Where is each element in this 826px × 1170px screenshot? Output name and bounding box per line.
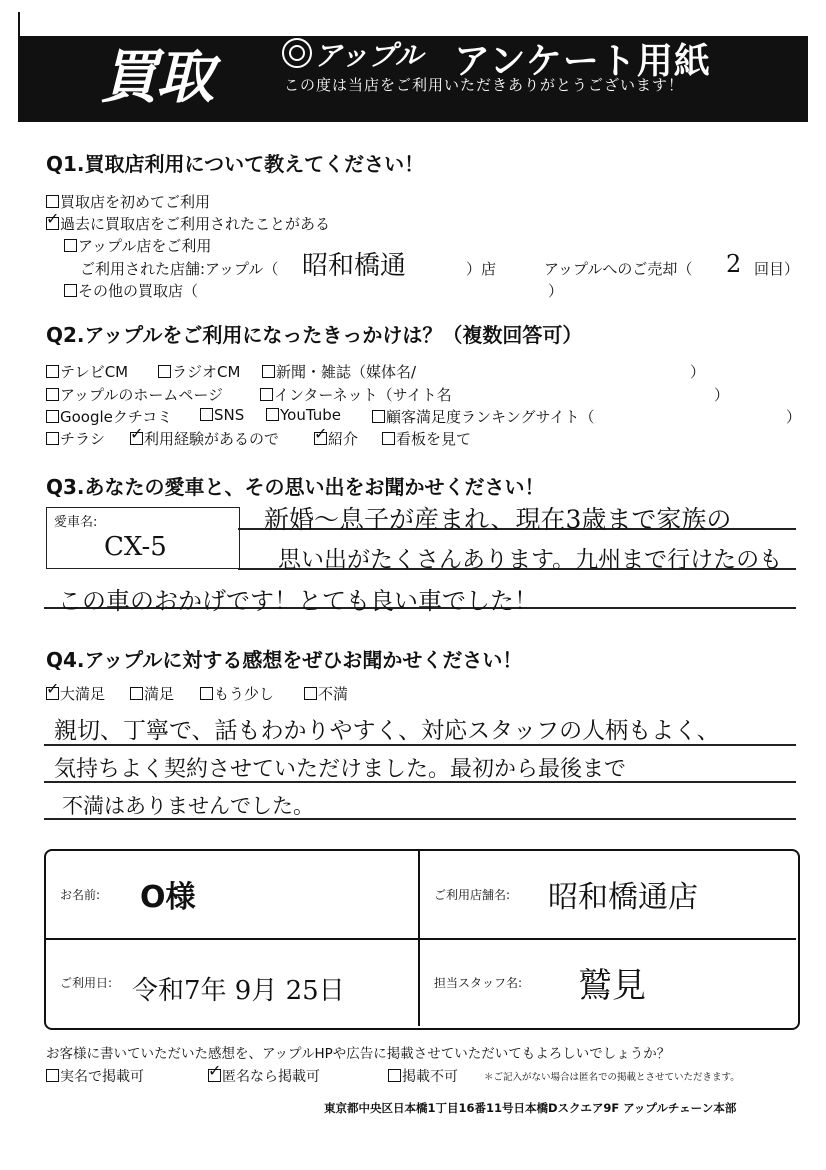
thanks-message: この度は当店をご利用いただきありがとうございます！	[284, 76, 685, 94]
q2-option-google[interactable]	[46, 406, 172, 427]
q2-option-internet[interactable]	[260, 384, 452, 405]
option-label: 大満足	[60, 685, 106, 703]
q2-option-tvcm[interactable]	[46, 361, 128, 382]
option-label: 過去に買取店をご利用されたことがある	[60, 215, 331, 233]
date-label: ご利用日:	[60, 976, 113, 990]
option-label: インターネット（サイト名	[274, 386, 452, 404]
consent-option-real[interactable]	[46, 1066, 144, 1086]
option-label: Googleクチコミ	[60, 408, 173, 426]
option-label: SNS	[214, 406, 245, 424]
checkbox[interactable]	[200, 408, 213, 421]
checkbox[interactable]	[266, 408, 279, 421]
q1-option-apple[interactable]	[64, 235, 211, 256]
q2-option-flyer[interactable]	[46, 428, 105, 449]
q4-option-very-satisfied[interactable]	[46, 683, 105, 704]
checkbox-checked[interactable]	[46, 687, 59, 700]
q2-option-ranking[interactable]	[372, 406, 595, 427]
q1-store-suffix: ）店	[466, 260, 497, 278]
checkbox[interactable]	[64, 239, 77, 252]
checkbox[interactable]	[46, 388, 59, 401]
option-label: 匿名なら掲載可	[222, 1069, 320, 1085]
option-label: 利用経験があるので	[144, 430, 280, 448]
checkbox[interactable]	[46, 1069, 59, 1082]
q4-option-dissatisfied[interactable]	[304, 683, 348, 704]
q4-question: Q4.アップルに対する感想をぜひお聞かせください！	[46, 648, 523, 672]
q2-option-radio[interactable]	[158, 361, 240, 382]
q4-option-little[interactable]	[200, 683, 274, 704]
q2-ranking-close: ）	[786, 408, 802, 426]
consent-option-no[interactable]	[388, 1066, 458, 1086]
q4-answer-text-3[interactable]: 不満はありませんでした。	[62, 794, 314, 818]
footer-address: 東京都中央区日本橋1丁目16番11号日本橋Dスクエア9F アップルチェーン本部	[324, 1101, 737, 1115]
option-label: 顧客満足度ランキングサイト（	[386, 408, 595, 426]
box-divider	[44, 938, 796, 940]
car-name-label: 愛車名:	[54, 515, 98, 530]
q2-option-sns[interactable]	[200, 406, 244, 424]
q1-option-first[interactable]	[46, 191, 210, 212]
q3-answer-text-2[interactable]: 思い出がたくさんあります。九州まで行けたのも	[278, 547, 783, 573]
checkbox[interactable]	[304, 687, 317, 700]
option-label: 紹介	[328, 430, 359, 448]
consent-option-anon[interactable]	[208, 1066, 320, 1086]
checkbox[interactable]	[388, 1069, 401, 1082]
q1-question: Q1.買取店利用について教えてください！	[46, 152, 425, 176]
car-name-value[interactable]: CX-5	[104, 532, 167, 562]
option-label: 掲載不可	[402, 1069, 458, 1085]
q2-option-experience[interactable]	[130, 428, 279, 449]
checkbox[interactable]	[46, 410, 59, 423]
checkbox-checked[interactable]	[314, 432, 327, 445]
checkbox[interactable]	[64, 284, 77, 297]
q1-sales-label: アップルへのご売却（	[544, 260, 693, 278]
q1-sales-suffix: 回目）	[754, 260, 800, 278]
q4-answer-text-1[interactable]: 親切、丁寧で、話もわかりやすく、対応スタッフの人柄もよく、	[54, 718, 720, 744]
checkbox[interactable]	[200, 687, 213, 700]
checkbox[interactable]	[260, 388, 273, 401]
checkbox[interactable]	[130, 687, 143, 700]
option-label: 新聞・雑誌（媒体名/	[276, 363, 417, 381]
option-label: もう少し	[214, 685, 275, 703]
q2-news-close: ）	[690, 363, 706, 381]
q2-option-referral[interactable]	[314, 428, 358, 449]
option-label: ラジオCM	[172, 363, 241, 381]
consent-question: お客様に書いていただいた感想を、アップルHPや広告に掲載させていただいてもよろしいでしょうか？	[46, 1046, 671, 1062]
date-value[interactable]: 令和7年 9月 25日	[132, 976, 345, 1006]
option-label: 買取店を初めてご利用	[60, 193, 211, 211]
q1-option-other[interactable]	[64, 280, 198, 301]
checkbox-checked[interactable]	[46, 217, 59, 230]
form-title: アンケート用紙	[454, 41, 711, 82]
option-label: 不満	[318, 685, 349, 703]
main-title: 買取	[100, 43, 213, 111]
option-label: アップル店をご利用	[78, 237, 212, 255]
option-label: チラシ	[60, 430, 106, 448]
checkbox[interactable]	[158, 365, 171, 378]
option-label: 看板を見て	[396, 430, 472, 448]
checkbox-checked[interactable]	[130, 432, 143, 445]
store-value[interactable]: 昭和橋通店	[548, 880, 698, 915]
checkbox-checked[interactable]	[208, 1069, 221, 1082]
checkbox[interactable]	[46, 432, 59, 445]
q1-store-value[interactable]: 昭和橋通	[302, 251, 407, 281]
option-label: アップルのホームページ	[60, 386, 224, 404]
q4-answer-text-2[interactable]: 気持ちよく契約させていただけました。最初から最後まで	[54, 757, 627, 782]
checkbox[interactable]	[46, 365, 59, 378]
staff-value[interactable]: 鷲見	[578, 966, 646, 1006]
option-label: その他の買取店（	[78, 282, 199, 300]
brand-name: アップル	[314, 39, 423, 72]
q4-option-satisfied[interactable]	[130, 683, 174, 704]
q1-store-label: ご利用された店舗:アップル（	[80, 260, 279, 278]
q1-option-past[interactable]	[46, 213, 330, 234]
q2-option-youtube[interactable]	[266, 406, 341, 424]
q2-option-signboard[interactable]	[382, 428, 471, 449]
q3-question: Q3.あなたの愛車と、その思い出をお聞かせください！	[46, 475, 545, 499]
checkbox[interactable]	[382, 432, 395, 445]
option-label: 満足	[144, 685, 175, 703]
staff-label: 担当スタッフ名:	[434, 976, 523, 990]
q2-internet-close: ）	[714, 386, 730, 404]
checkbox[interactable]	[46, 195, 59, 208]
q2-option-homepage[interactable]	[46, 384, 223, 405]
q2-option-news[interactable]	[262, 361, 416, 382]
apple-logo-inner-icon	[289, 45, 305, 61]
option-label: 実名で掲載可	[60, 1069, 144, 1085]
name-value[interactable]: O様	[140, 880, 196, 915]
q1-sales-count[interactable]: 2	[726, 250, 742, 278]
checkbox[interactable]	[262, 365, 275, 378]
store-label: ご利用店舗名:	[434, 888, 511, 902]
consent-note: ＊ご記入がない場合は匿名での掲載とさせていただきます。	[484, 1072, 740, 1083]
q1-other-close: ）	[548, 282, 564, 300]
option-label: YouTube	[280, 406, 341, 424]
option-label: テレビCM	[60, 363, 129, 381]
name-label: お名前:	[60, 888, 101, 902]
q3-answer-text-1[interactable]: 新婚～息子が産まれ、現在3歳まで家族の	[264, 505, 732, 534]
checkbox[interactable]	[372, 410, 385, 423]
q2-question: Q2.アップルをご利用になったきっかけは？（複数回答可）	[46, 323, 583, 347]
q3-answer-text-3[interactable]: この車のおかげです！とても良い車でした！	[58, 587, 538, 615]
